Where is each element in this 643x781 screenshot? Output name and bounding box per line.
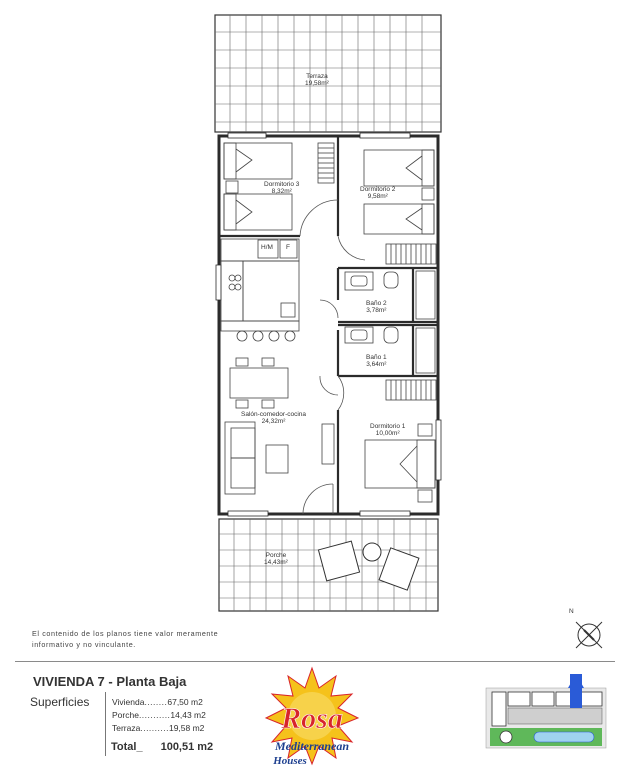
kitchen-furniture xyxy=(221,239,299,341)
room-label-dorm2: Dormitorio 2 9,58m² xyxy=(360,186,396,200)
dorm2-furniture xyxy=(364,150,436,264)
disclaimer-text: El contenido de los planos tiene valor meramente informativo y no vinculante. xyxy=(32,629,219,649)
area-row-terraza: Terraza..........19,58 m2 xyxy=(112,723,205,733)
room-label-bano2: Baño 2 3,78m² xyxy=(366,300,387,314)
total-label: Total_ xyxy=(111,741,143,753)
area-total xyxy=(111,741,213,753)
washer-label: H/M xyxy=(261,244,273,251)
living-furniture xyxy=(225,358,334,494)
door-swings xyxy=(300,200,365,514)
room-label-salon: Salón-comedor-cocina 24,32m² xyxy=(241,411,307,425)
dorm1-furniture xyxy=(365,380,436,502)
superficies-divider xyxy=(105,692,106,756)
room-label-porche: Porche 14,43m² xyxy=(264,552,288,566)
logo-word-mediterranean: Mediterranean xyxy=(274,739,350,753)
interior-walls xyxy=(219,136,438,514)
total-value: 100,51 m2 xyxy=(160,741,214,753)
superficies-label: Superficies xyxy=(30,695,90,709)
area-row-vivienda: Vivienda........67,50 m2 xyxy=(112,697,203,707)
porche-area xyxy=(219,519,438,611)
rosa-mediterranean-houses-logo xyxy=(262,666,362,776)
fridge-label: F xyxy=(286,244,290,251)
footer-divider xyxy=(15,661,615,662)
site-plan-thumbnail xyxy=(478,670,608,755)
compass-north-label: N xyxy=(569,608,574,615)
room-label-dorm3: Dormitorio 3 8,32m² xyxy=(264,181,300,195)
logo-word-houses: Houses xyxy=(273,755,307,767)
room-label-bano1: Baño 1 3,64m² xyxy=(366,354,387,368)
page-title: VIVIENDA 7 - Planta Baja xyxy=(33,674,187,689)
room-label-dorm1: Dormitorio 1 10,00m² xyxy=(370,423,406,437)
area-row-porche: Porche...........14,43 m2 xyxy=(112,710,206,720)
room-label-terraza: Terraza 19,58m² xyxy=(305,73,329,87)
north-compass xyxy=(576,622,602,648)
logo-word-rosa: Rosa xyxy=(281,702,343,735)
